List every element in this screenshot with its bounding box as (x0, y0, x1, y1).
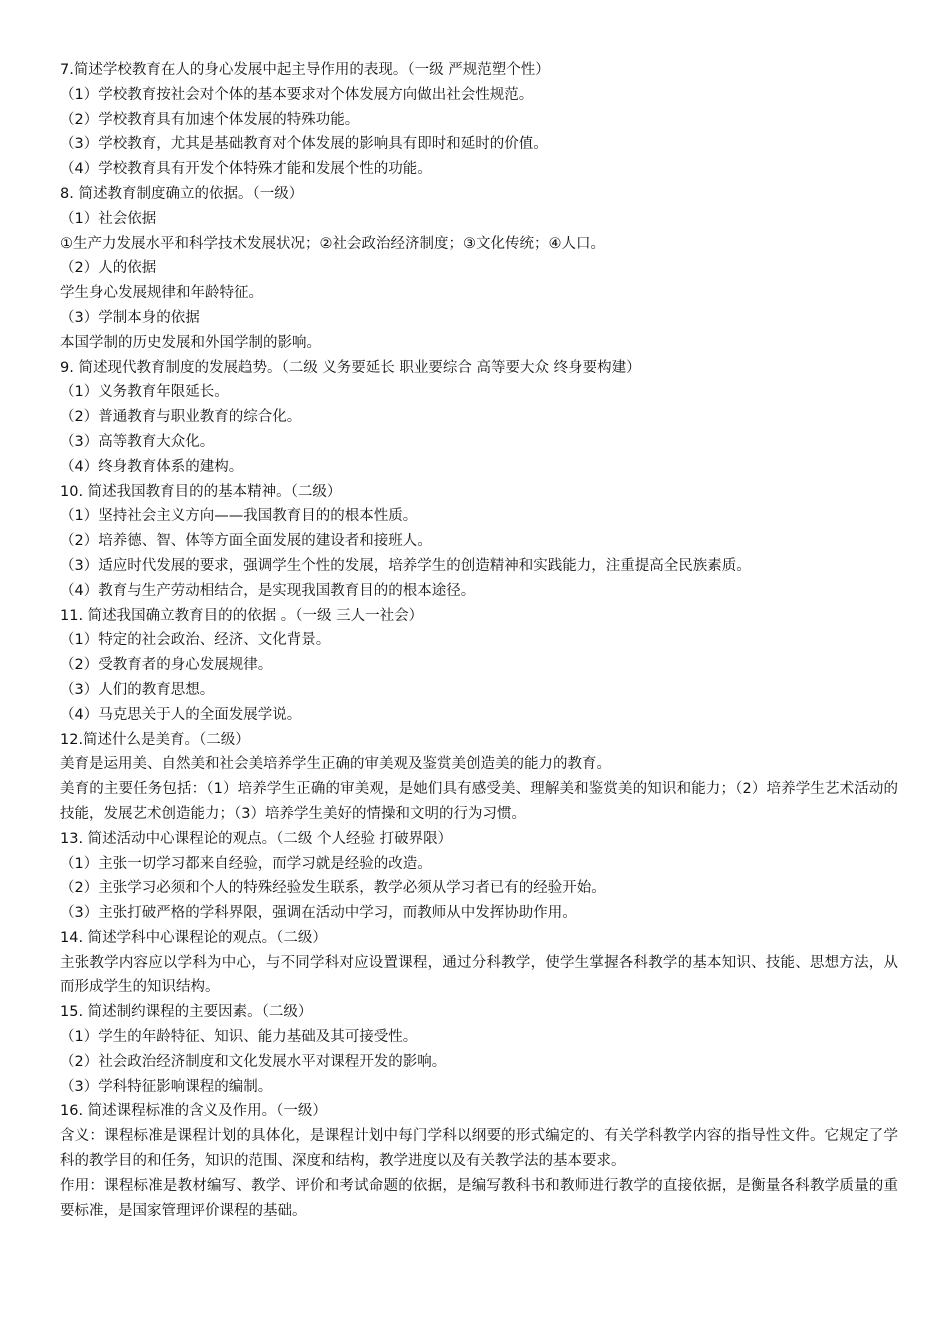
text-line: （3）高等教育大众化。 (60, 433, 215, 450)
text-line: （1）学校教育按社会对个体的基本要求对个体发展方向做出社会性规范。 (60, 86, 534, 103)
question-heading: 16. 简述课程标准的含义及作用。（一级） (60, 1103, 327, 1120)
text-line: （4）学校教育具有开发个体特殊才能和发展个性的功能。 (60, 161, 432, 178)
text-line: （3）主张打破严格的学科界限，强调在活动中学习，而教师从中发挥协助作用。 (60, 905, 577, 922)
text-line: 学生身心发展规律和年龄特征。 (60, 285, 263, 302)
question-heading: 15. 简述制约课程的主要因素。（二级） (60, 1004, 313, 1021)
text-line: 本国学制的历史发展和外国学制的影响。 (60, 334, 321, 351)
text-line: （2）主张学习必须和个人的特殊经验发生联系，教学必须从学习者已有的经验开始。 (60, 880, 606, 897)
text-line: （2）人的依据 (60, 260, 157, 277)
text-line: （1）社会依据 (60, 210, 157, 227)
text-line: （3）学制本身的依据 (60, 309, 200, 326)
text-paragraph: 主张教学内容应以学科为中心，与不同学科对应设置课程，通过分科教学，使学生掌握各科教学的基本知识、技能、思想方法，从而形成学生的知识结构。 (60, 954, 898, 996)
text-line: （2）培养德、智、体等方面全面发展的建设者和接班人。 (60, 533, 432, 550)
text-line: （2）普通教育与职业教育的综合化。 (60, 409, 302, 426)
question-heading: 10. 简述我国教育目的的基本精神。（二级） (60, 483, 342, 500)
text-line: （4）马克思关于人的全面发展学说。 (60, 706, 302, 723)
text-line: （1）义务教育年限延长。 (60, 384, 229, 401)
question-heading: 11. 简述我国确立教育目的的依据 。（一级 三人一社会） (60, 607, 424, 624)
text-line: ①生产力发展水平和科学技术发展状况；②社会政治经济制度；③文化传统；④人口。 (60, 235, 605, 252)
text-line: （2）受教育者的身心发展规律。 (60, 657, 273, 674)
text-line: （2）学校教育具有加速个体发展的特殊功能。 (60, 111, 360, 128)
text-line: （1）特定的社会政治、经济、文化背景。 (60, 632, 331, 649)
text-line: （3）学科特征影响课程的编制。 (60, 1078, 273, 1095)
text-line: （1）坚持社会主义方向——我国教育目的的根本性质。 (60, 508, 418, 525)
question-heading: 12.简述什么是美育。（二级） (60, 731, 250, 748)
text-line: （3）学校教育，尤其是基础教育对个体发展的影响具有即时和延时的价值。 (60, 136, 548, 153)
text-line: （2）社会政治经济制度和文化发展水平对课程开发的影响。 (60, 1053, 447, 1070)
text-paragraph: 美育的主要任务包括：（1）培养学生正确的审美观，是她们具有感受美、理解美和鉴赏美的知识和能力；（2）培养学生艺术活动的技能，发展艺术创造能力；（3）培养学生美好的情操和文明的行为习惯。 (60, 781, 898, 822)
question-heading: 14. 简述学科中心课程论的观点。（二级） (60, 929, 327, 946)
text-line: （1）学生的年龄特征、知识、能力基础及其可接受性。 (60, 1029, 418, 1046)
text-line: （3）适应时代发展的要求，强调学生个性的发展，培养学生的创造精神和实践能力，注重提高全民族素质。 (60, 557, 751, 574)
question-heading: 7.简述学校教育在人的身心发展中起主导作用的表现。（一级 严规范塑个性） (60, 62, 550, 78)
text-line: （4）教育与生产劳动相结合，是实现我国教育目的的根本途径。 (60, 582, 476, 599)
text-paragraph: 作用：课程标准是教材编写、教学、评价和考试命题的依据，是编写教科书和教师进行教学的直接依据，是衡量各科教学质量的重要标准，是国家管理评价课程的基础。 (60, 1177, 898, 1219)
document-page (60, 58, 898, 1223)
text-paragraph: 含义：课程标准是课程计划的具体化，是课程计划中每门学科以纲要的形式编定的、有关学科教学内容的指导性文件。它规定了学科的教学目的和任务，知识的范围、深度和结构，教学进度以及有关教学法的基本要求。 (60, 1128, 898, 1170)
text-line: （1）主张一切学习都来自经验，而学习就是经验的改造。 (60, 855, 432, 872)
question-heading: 13. 简述活动中心课程论的观点。（二级 个人经验 打破界限） (60, 830, 453, 847)
question-heading: 9. 简述现代教育制度的发展趋势。（二级 义务要延长 职业要综合 高等要大众 终身要构建） (60, 359, 641, 376)
question-heading: 8. 简述教育制度确立的依据。（一级） (60, 185, 304, 202)
text-line: 美育是运用美、自然美和社会美培养学生正确的审美观及鉴赏美创造美的能力的教育。 (60, 756, 611, 773)
text-line: （4）终身教育体系的建构。 (60, 458, 244, 475)
text-line: （3）人们的教育思想。 (60, 681, 215, 698)
